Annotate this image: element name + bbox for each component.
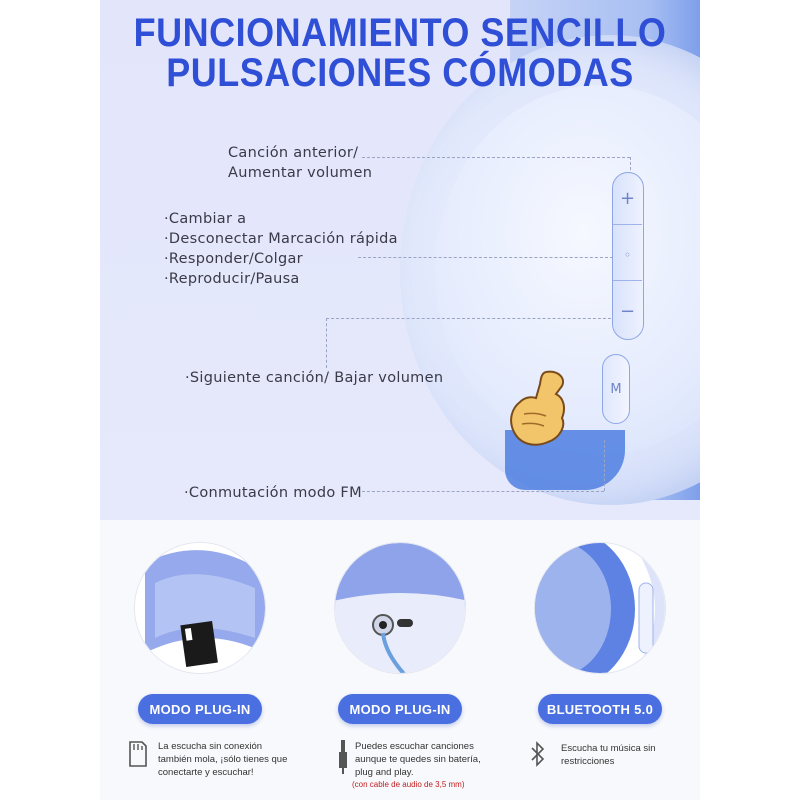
cable-description xyxy=(355,740,481,779)
audio-jack-icon xyxy=(336,738,350,774)
bluetooth-photo xyxy=(534,542,666,674)
sd-desc-line-3: conectarte y escuchar! xyxy=(158,767,254,778)
leader-line-minus xyxy=(326,318,616,319)
center-button-label xyxy=(164,209,398,289)
leader-line-minus-v xyxy=(326,318,327,368)
cable-note: (con cable de audio de 3,5 mm) xyxy=(352,780,465,789)
cable-desc-line-3: plug and play. xyxy=(355,767,414,778)
cable-desc-line-1: Puedes escuchar canciones xyxy=(355,741,474,752)
leader-line-center xyxy=(358,257,613,258)
m-button-label: ·Conmutación modo FM xyxy=(184,485,362,501)
sd-card-description xyxy=(158,740,287,779)
title-line-2: PULSACIONES CÓMODAS xyxy=(166,49,634,95)
center-label-line-2: ·Desconectar Marcación rápida xyxy=(164,231,398,247)
leader-line-plus xyxy=(362,157,630,158)
volume-down-button[interactable]: − xyxy=(619,300,636,322)
cable-desc-line-2: aunque te quedes sin batería, xyxy=(355,754,481,765)
bt-desc-line-2: restricciones xyxy=(561,756,615,767)
center-label-line-1: ·Cambiar a xyxy=(164,211,247,227)
title-line-1: FUNCIONAMIENTO SENCILLO xyxy=(133,9,667,55)
bluetooth-description xyxy=(561,742,656,768)
plug-in-mode-cable-pill: MODO PLUG-IN xyxy=(338,694,462,724)
bt-desc-line-1: Escucha tu música sin xyxy=(561,743,656,754)
minus-button-label: ·Siguiente canción/ Bajar volumen xyxy=(185,370,444,386)
leader-line-m xyxy=(362,491,604,492)
center-label-line-3: ·Responder/Colgar xyxy=(164,251,303,267)
plus-label-line-1: Canción anterior/ xyxy=(228,145,359,161)
sd-card-photo xyxy=(134,542,266,674)
sd-desc-line-1: La escucha sin conexión xyxy=(158,741,263,752)
m-button[interactable]: M xyxy=(602,354,630,424)
bluetooth-pill: BLUETOOTH 5.0 xyxy=(538,694,662,724)
pointing-finger-icon xyxy=(506,368,576,448)
control-buttons xyxy=(612,172,644,340)
center-label-line-4: ·Reproducir/Pausa xyxy=(164,271,300,287)
plus-button-label xyxy=(228,143,372,183)
product-image xyxy=(100,0,700,800)
bluetooth-icon xyxy=(530,740,546,768)
plug-in-mode-sd-pill: MODO PLUG-IN xyxy=(138,694,262,724)
multifunction-button[interactable]: ◦ xyxy=(613,229,642,281)
sd-desc-line-2: también mola, ¡sólo tienes que xyxy=(158,754,288,765)
sd-card-icon xyxy=(128,740,148,768)
volume-up-button[interactable]: + xyxy=(613,173,642,225)
plus-label-line-2: Aumentar volumen xyxy=(228,165,373,181)
leader-line-m-v xyxy=(604,440,605,491)
audio-jack-photo xyxy=(334,542,466,674)
